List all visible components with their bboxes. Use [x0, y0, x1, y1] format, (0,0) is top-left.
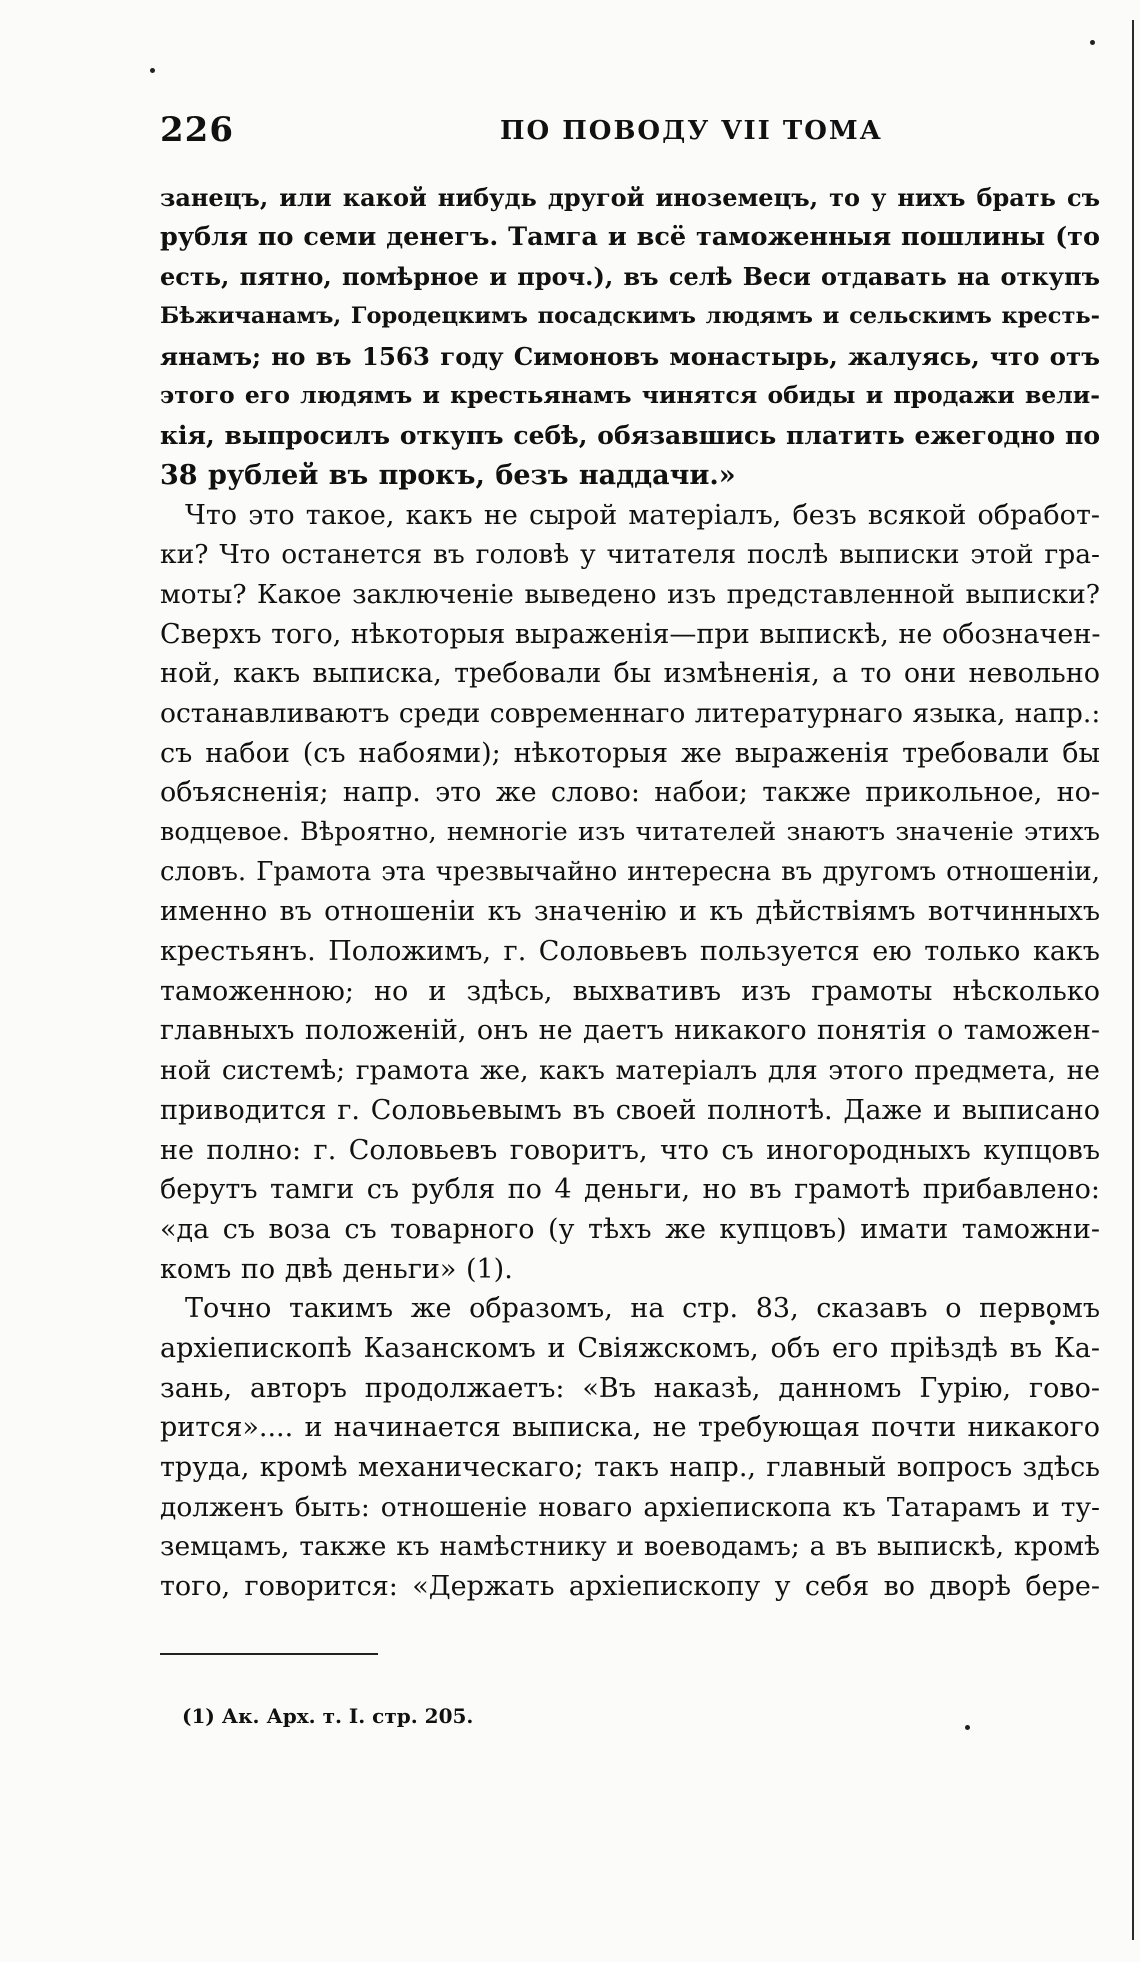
text-line: ной, какъ выписка, требовали бы измѣненія, а то они невольно: [160, 658, 1100, 690]
text-line: Точно такимъ же образомъ, на стр. 83, сказавъ о первомъ: [185, 1293, 1100, 1325]
footnote-rule: [160, 1653, 378, 1655]
footnote: (1) Ак. Арх. т. I. стр. 205.: [182, 1704, 474, 1728]
text-line: комъ по двѣ деньги» (1).: [160, 1253, 513, 1285]
text-line: объясненія; напр. это же слово: набои; также прикольное, но-: [160, 777, 1100, 809]
text-line: ной системѣ; грамота же, какъ матеріалъ для этого предмета, не: [160, 1055, 1100, 1087]
text-line: словъ. Грамота эта чрезвычайно интересна въ другомъ отношеніи,: [160, 856, 1100, 887]
text-line: крестьянъ. Положимъ, г. Соловьевъ пользуется ею только какъ: [160, 936, 1100, 968]
running-head: ПО ПОВОДУ VII ТОМА: [500, 116, 883, 146]
text-line: рится».... и начинается выписка, не требующая почти никакого: [160, 1412, 1100, 1444]
text-line: таможенною; но и здѣсь, выхвативъ изъ грамоты нѣсколько: [160, 975, 1100, 1007]
text-line: водцевое. Вѣроятно, немногіе изъ читателей знаютъ значеніе этихъ: [160, 817, 1100, 847]
text-line: «да съ воза съ товарного (у тѣхъ же купцовъ) имати таможни-: [160, 1213, 1100, 1245]
text-line: Что это такое, какъ не сырой матеріалъ, безъ всякой обработ-: [185, 499, 1100, 531]
text-line: 38 рублей въ прокъ, безъ наддачи.»: [160, 459, 736, 491]
text-line: занецъ, или какой нибудь другой иноземецъ, то у нихъ брать съ: [160, 183, 1100, 212]
ink-speck: [965, 1725, 970, 1730]
text-line: останавливаютъ среди современнаго литературнаго языка, напр.:: [160, 697, 1101, 729]
text-line: приводится г. Соловьевымъ въ своей полнотѣ. Даже и выписано: [160, 1094, 1100, 1126]
text-line: труда, кромѣ механическаго; такъ напр., главный вопросъ здѣсь: [160, 1452, 1100, 1483]
ink-speck: [1090, 40, 1095, 45]
page-edge-line: [1132, 20, 1134, 1940]
text-line: того, говорится: «Держать архіепископу у себя во дворѣ бере-: [160, 1571, 1100, 1603]
text-line: Сверхъ того, нѣкоторыя выраженія—при выпискѣ, не обозначен-: [160, 618, 1101, 650]
text-line: моты? Какое заключеніе выведено изъ представленной выписки?: [160, 578, 1100, 610]
text-line: кія, выпросилъ откупъ себѣ, обязавшись платить ежегодно по: [160, 421, 1100, 451]
text-line: зань, авторъ продолжаетъ: «Въ наказѣ, данномъ Гурію, гово-: [160, 1372, 1100, 1404]
text-line: именно въ отношеніи къ значенію и къ дѣйствіямъ вотчинныхъ: [160, 896, 1100, 928]
text-line: долженъ быть: отношеніе новаго архіепископа къ Татарамъ и ту-: [160, 1491, 1100, 1523]
text-line: рубля по семи денегъ. Тамга и всё таможенныя пошлины (то: [160, 221, 1100, 252]
text-line: янамъ; но въ 1563 году Симоновъ монастырь, жалуясь, что отъ: [160, 341, 1100, 371]
text-line: этого его людямъ и крестьянамъ чинятся обиды и продажи вели-: [160, 381, 1100, 410]
text-line: архіепископѣ Казанскомъ и Свіяжскомъ, объ его пріѣздѣ въ Ка-: [160, 1332, 1100, 1364]
text-line: земцамъ, также къ намѣстнику и воеводамъ; а въ выпискѣ, кромѣ: [160, 1531, 1100, 1563]
text-line: главныхъ положеній, онъ не даетъ никакого понятія о таможен-: [160, 1015, 1100, 1047]
page-header: [160, 110, 1100, 154]
ink-speck: [150, 68, 155, 73]
text-line: съ набои (съ набоями); нѣкоторыя же выраженія требовали бы: [160, 737, 1100, 769]
text-line: ки? Что останется въ головѣ у читателя послѣ выписки этой гра-: [160, 539, 1100, 571]
text-line: берутъ тамги съ рубля по 4 деньги, но въ грамотѣ прибавлено:: [160, 1174, 1100, 1206]
text-line: есть, пятно, помѣрное и проч.), въ селѣ Веси отдавать на откупъ: [160, 262, 1100, 292]
text-line: не полно: г. Соловьевъ говоритъ, что съ иногородныхъ купцовъ: [160, 1134, 1100, 1166]
body-text: [160, 178, 1100, 1607]
text-line: Бѣжичанамъ, Городецкимъ посадскимъ людямъ и сельскимъ кресть-: [160, 303, 1100, 330]
page-number: 226: [160, 110, 234, 150]
